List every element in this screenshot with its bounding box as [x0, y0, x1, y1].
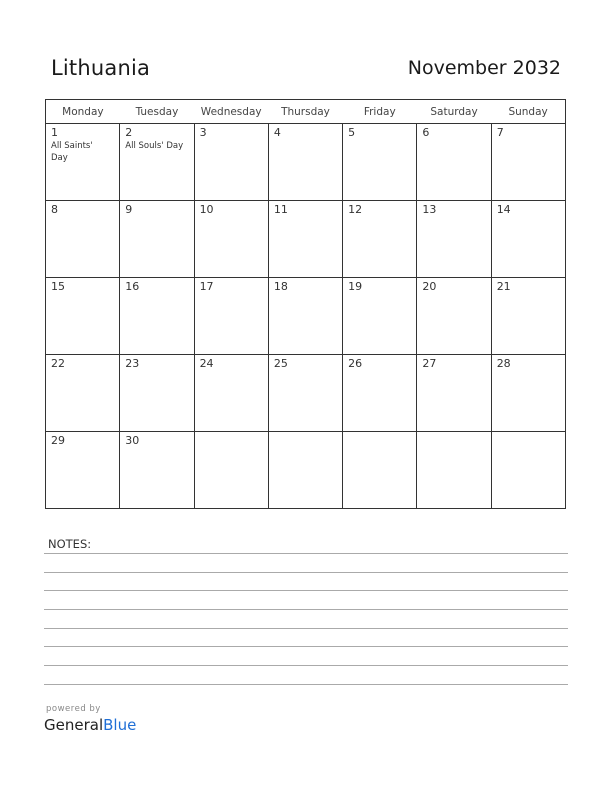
- day-cell: [194, 201, 268, 278]
- day-number: 3: [199, 126, 207, 139]
- day-number: 5: [348, 126, 356, 139]
- weekday-wednesday: Wednesday: [194, 100, 268, 124]
- calendar-body: [46, 124, 566, 509]
- day-cell: [194, 278, 268, 355]
- day-number: 9: [125, 203, 133, 216]
- day-cell: [268, 355, 342, 432]
- day-number: 26: [348, 357, 363, 370]
- powered-by-text: powered by: [46, 704, 101, 714]
- day-number: 25: [273, 357, 288, 370]
- day-number: 14: [496, 203, 511, 216]
- day-cell: [417, 278, 491, 355]
- day-cell: [417, 355, 491, 432]
- day-number: 22: [51, 357, 65, 370]
- week-row: [46, 124, 566, 201]
- day-cell: [194, 124, 268, 201]
- day-cell: [417, 124, 491, 201]
- weekday-sunday: Sunday: [491, 100, 565, 124]
- note-line: [44, 553, 568, 554]
- note-line: [44, 609, 568, 610]
- brand-logo: [44, 716, 136, 734]
- day-cell: [491, 278, 565, 355]
- day-cell: [46, 355, 120, 432]
- week-row: [46, 355, 566, 432]
- day-cell: [120, 432, 194, 509]
- day-number: 24: [199, 357, 214, 370]
- day-number: 11: [273, 203, 288, 216]
- day-number: 16: [125, 280, 140, 293]
- day-cell: [343, 201, 417, 278]
- day-cell: [120, 201, 194, 278]
- weekday-saturday: Saturday: [417, 100, 491, 124]
- day-cell: [343, 432, 417, 509]
- day-cell: [120, 278, 194, 355]
- calendar-grid: [45, 99, 566, 509]
- weekday-friday: Friday: [343, 100, 417, 124]
- week-row: [46, 278, 566, 355]
- notes-label: NOTES:: [48, 537, 92, 551]
- day-number: 19: [348, 280, 363, 293]
- note-line: [44, 590, 568, 591]
- day-number: 18: [273, 280, 288, 293]
- day-number: 13: [422, 203, 437, 216]
- day-cell: [417, 201, 491, 278]
- day-number: 23: [125, 357, 140, 370]
- note-line: [44, 628, 568, 629]
- day-number: 4: [273, 126, 281, 139]
- week-row: [46, 432, 566, 509]
- holiday-label: All Saints' Day: [51, 141, 93, 163]
- day-number: 20: [422, 280, 437, 293]
- day-cell: [194, 355, 268, 432]
- day-cell: [46, 278, 120, 355]
- day-cell: [268, 278, 342, 355]
- day-cell: [46, 201, 120, 278]
- day-cell: [268, 432, 342, 509]
- week-row: [46, 201, 566, 278]
- brand-general-text: General: [44, 716, 104, 734]
- weekday-tuesday: Tuesday: [120, 100, 194, 124]
- weekday-header-row: [46, 100, 566, 124]
- brand-blue-text: Blue: [103, 716, 137, 734]
- day-number: 29: [51, 434, 65, 447]
- note-line: [44, 684, 568, 685]
- note-line: [44, 646, 568, 647]
- day-cell: [46, 432, 120, 509]
- day-cell: [491, 355, 565, 432]
- day-cell: [268, 201, 342, 278]
- day-cell: [194, 432, 268, 509]
- day-cell: [120, 355, 194, 432]
- day-cell: [268, 124, 342, 201]
- day-number: 1: [51, 126, 58, 139]
- day-cell: [343, 278, 417, 355]
- note-line: [44, 665, 568, 666]
- day-cell: [491, 124, 565, 201]
- day-cell: [120, 124, 194, 201]
- day-cell: [491, 432, 565, 509]
- day-number: 8: [51, 203, 58, 216]
- day-cell: [491, 201, 565, 278]
- day-number: 10: [199, 203, 214, 216]
- month-year-title: November 2032: [407, 57, 561, 79]
- note-line: [44, 572, 568, 573]
- day-number: 7: [496, 126, 504, 139]
- country-title: Lithuania: [51, 56, 151, 80]
- day-number: 30: [125, 434, 140, 447]
- day-cell: [343, 355, 417, 432]
- day-number: 17: [199, 280, 214, 293]
- day-number: 6: [422, 126, 430, 139]
- day-cell: [417, 432, 491, 509]
- day-number: 2: [125, 126, 133, 139]
- weekday-monday: Monday: [46, 100, 120, 124]
- holiday-label: All Souls' Day: [125, 141, 184, 151]
- day-number: 21: [496, 280, 511, 293]
- day-cell: [343, 124, 417, 201]
- weekday-thursday: Thursday: [268, 100, 342, 124]
- day-number: 12: [348, 203, 363, 216]
- day-number: 28: [496, 357, 511, 370]
- day-number: 27: [422, 357, 437, 370]
- day-number: 15: [51, 280, 65, 293]
- day-cell: [46, 124, 120, 201]
